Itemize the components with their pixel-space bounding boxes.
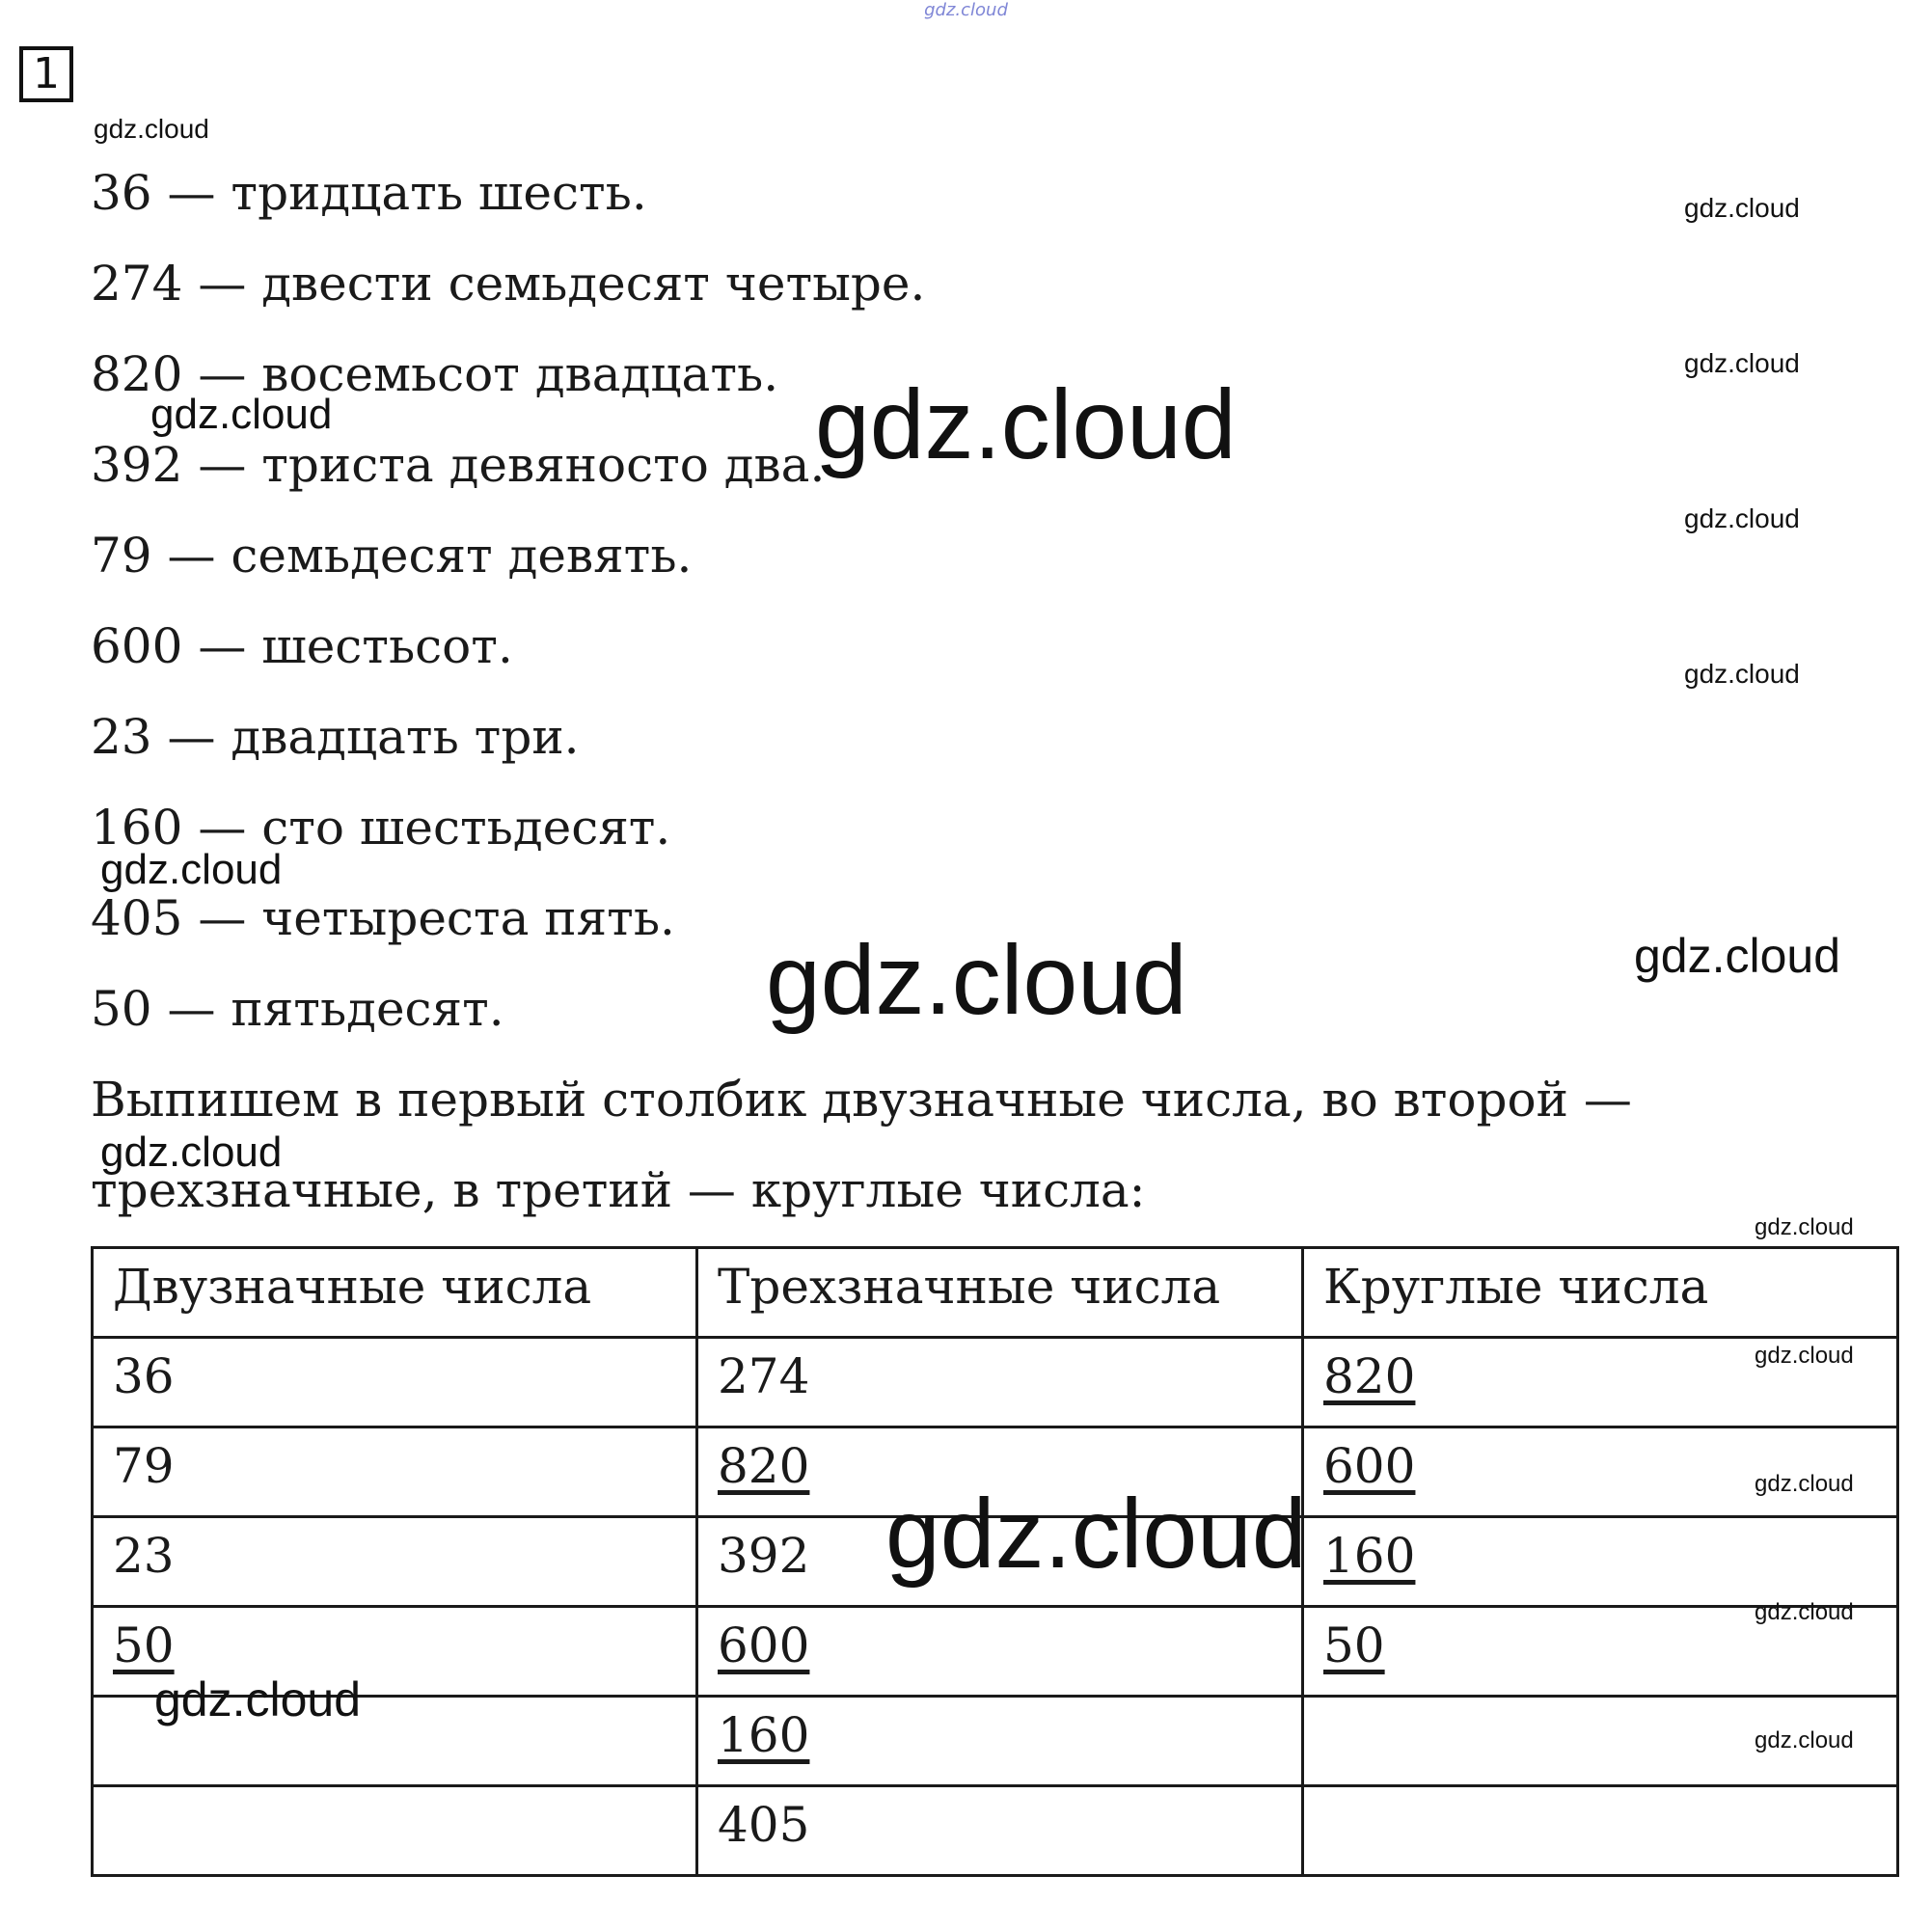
watermark: gdz.cloud [154,1672,362,1726]
number-line-9: 405 — четыреста пять. [91,890,675,946]
number-line-7: 23 — двадцать три. [91,709,580,765]
table-row [93,1786,1898,1876]
table-cell [697,1607,1303,1697]
cell-value: 820 [1323,1348,1416,1404]
watermark: gdz.cloud [1755,1214,1854,1240]
watermark-large: gdz.cloud [885,1479,1307,1589]
top-watermark: gdz.cloud [924,0,1008,20]
instruction-line-2: трехзначные, в третий — круглые числа: [91,1162,1146,1218]
watermark: gdz.cloud [1755,1471,1854,1497]
table-cell [697,1697,1303,1786]
cell-value: 50 [1323,1617,1385,1673]
number-line-3: 820 — восемьсот двадцать. [91,346,779,402]
table-header-row [93,1248,1898,1338]
cell-value: 160 [718,1707,810,1763]
cell-value: 160 [1323,1528,1416,1584]
watermark: gdz.cloud [150,391,333,438]
number-line-2: 274 — двести семьдесят четыре. [91,256,926,312]
cell-value: 23 [113,1528,175,1584]
instruction-line-1: Выпишем в первый столбик двузначные числа, во второй — [91,1072,1632,1128]
watermark: gdz.cloud [100,846,283,893]
watermark: gdz.cloud [100,1128,283,1176]
table-row [93,1607,1898,1697]
table-cell [93,1786,697,1876]
task-number-box: 1 [19,46,73,102]
table-cell [93,1517,697,1607]
watermark: gdz.cloud [1755,1727,1854,1753]
table-cell [697,1338,1303,1427]
table-cell [93,1427,697,1517]
table-row [93,1697,1898,1786]
watermark: gdz.cloud [1634,929,1841,983]
number-line-6: 600 — шестьсот. [91,618,513,674]
number-line-5: 79 — семьдесят девять. [91,528,693,584]
number-line-1: 36 — тридцать шесть. [91,165,647,221]
table-cell [93,1338,697,1427]
watermark: gdz.cloud [1755,1343,1854,1369]
number-line-10: 50 — пятьдесят. [91,981,504,1037]
cell-value: 274 [718,1348,810,1404]
cell-value: 600 [1323,1438,1416,1494]
number-line-4: 392 — триста девяносто два. [91,437,826,493]
watermark: gdz.cloud [1684,503,1800,533]
cell-value: 50 [113,1617,175,1673]
cell-value: 600 [718,1617,810,1673]
number-line-8: 160 — сто шестьдесят. [91,800,671,856]
cell-value: 79 [113,1438,175,1494]
watermark: gdz.cloud [1684,193,1800,223]
watermark: gdz.cloud [1684,659,1800,689]
watermark: gdz.cloud [94,114,209,144]
watermark: gdz.cloud [1684,348,1800,378]
header-round: Круглые числа [1303,1248,1898,1338]
table-cell [1303,1517,1898,1607]
header-two-digit: Двузначные числа [93,1248,697,1338]
table-cell [697,1786,1303,1876]
header-three-digit: Трехзначные числа [697,1248,1303,1338]
cell-value: 820 [718,1438,810,1494]
cell-value: 392 [718,1528,810,1584]
watermark-large: gdz.cloud [766,925,1187,1035]
cell-value: 405 [718,1797,810,1853]
watermark-large: gdz.cloud [815,369,1237,479]
table-cell [1303,1786,1898,1876]
table-row [93,1338,1898,1427]
watermark: gdz.cloud [1755,1599,1854,1625]
cell-value: 36 [113,1348,175,1404]
